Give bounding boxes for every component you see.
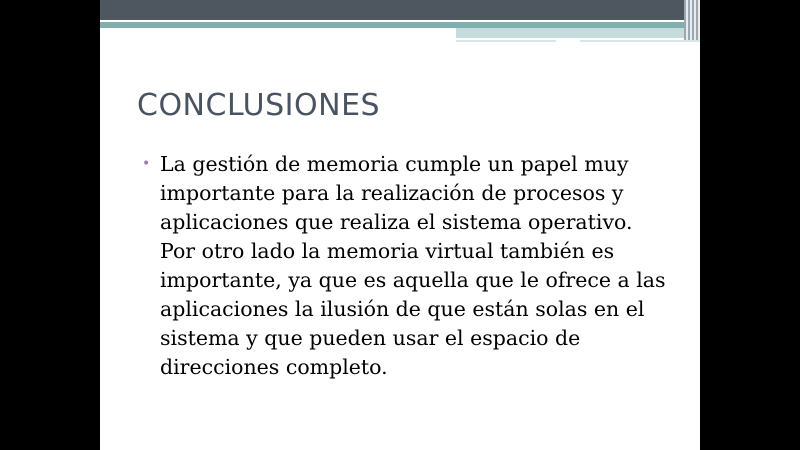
bullet-text: La gestión de memoria cumple un papel muy importante para la realización de procesos y aplicaciones que realiza el sistema operativo. Por otro lado la memoria virtual también es importante, ya que es aquella que le ofrece a las aplicaciones la ilusión de que están solas en el sistema y que pueden usar el espacio de direcciones completo. [160,152,666,379]
decorative-stripes [684,0,700,40]
slide-body [142,150,672,382]
slide-title: CONCLUSIONES [137,88,381,123]
header-band [100,0,700,20]
slide [100,0,700,450]
accent-line-secondary [456,28,700,38]
accent-thin-line [580,40,700,42]
bullet-marker-icon: • [142,156,151,172]
accent-thin-line [456,40,556,42]
bullet-item [142,150,672,382]
